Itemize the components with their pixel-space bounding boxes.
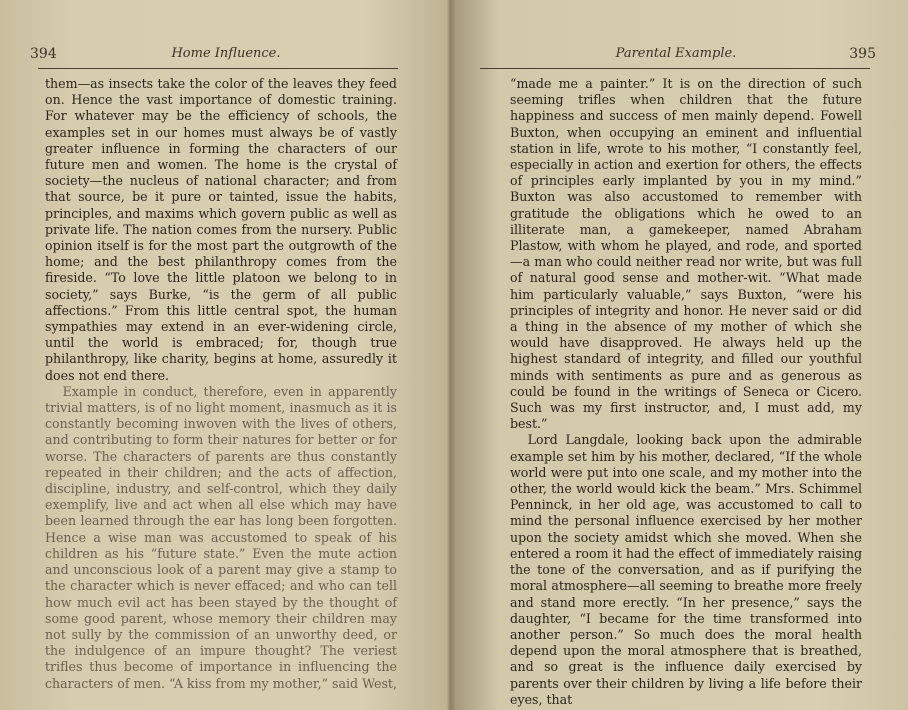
running-title: Home Influence. xyxy=(171,46,281,61)
header-rule xyxy=(480,68,870,69)
left-page xyxy=(0,0,446,710)
left-page-text xyxy=(45,76,397,692)
paragraph: “made me a painter.” It is on the direction of such seeming trifles when children that the future happiness and success of men mainly depend. Fowell Buxton, when occupying an eminent and influential station in life, wrote to his mother, “I constantly feel, especially in action and exertion for others, the effects of principles early implanted by you in my mind.” Buxton was also accustomed to remember with gratitude the obligations which he owed to an illiterate man, a gamekeeper, named Abraham Plastow, with whom he played, and rode, and sported—a man who could neither read nor write, but was full of natural good sense and mother-wit. “What made him particularly valuable,” says Buxton, “were his principles of integrity and honor. He never said or did a thing in the absence of my mother of which she would have disapproved. He always held up the highest standard of integrity, and filled our youthful minds with sentiments as pure and as generous as could be found in the writings of Seneca or Cicero. Such was my first instructor, and, I must add, my best.” xyxy=(510,76,862,432)
paragraph: Lord Langdale, looking back upon the admirable example set him by his mother, declared, “If the whole world were put into one scale, and my mother into the other, the world would kick the beam.” Mrs. Schimmel Penninck, in her old age, was accustomed to call to mind the personal influence exercised by her mother upon the society amidst which she moved. When she entered a room it had the effect of immediately raising the tone of the conversation, and as if purifying the moral atmosphere—all seeming to breathe more freely and stand more erectly. “In her presence,” says the daughter, “I became for the time transformed into another person.” So much does the moral health depend upon the moral atmosphere that is breathed, and so great is the influence daily exercised by parents over their children by living a life before their eyes, that xyxy=(510,432,862,707)
page-number: 395 xyxy=(849,46,876,62)
left-page-header xyxy=(30,46,422,68)
page-number: 394 xyxy=(30,46,57,62)
right-page-header xyxy=(476,46,876,68)
right-page-text xyxy=(510,76,862,708)
paragraph: Example in conduct, therefore, even in apparently trivial matters, is of no light moment, inasmuch as it is constantly becoming inwoven with the lives of others, and contributing to form their natures for better or for worse. The characters of parents are thus constantly repeated in their children; and the acts of affection, discipline, industry, and self-control, which they daily exemplify, live and act when all else which may have been learned through the ear has long been forgotten. Hence a wise man was accustomed to speak of his children as his “future state.” Even the mute action and unconscious look of a parent may give a stamp to the character which is never effaced; and who can tell how much evil act has been stayed by the thought of some good parent, whose memory their children may not sully by the commission of an unworthy deed, or the indulgence of an impure thought? The veriest trifles thus become of importance in influencing the characters of men. “A kiss from my mother,” said West, xyxy=(45,383,397,691)
running-title: Parental Example. xyxy=(615,46,737,61)
header-rule xyxy=(38,68,398,69)
paragraph: them—as insects take the color of the leaves they feed on. Hence the vast importance of domestic training. For whatever may be the efficiency of schools, the examples set in our homes must always be of vastly greater influence in forming the characters of our future men and women. The home is the crystal of society—the nucleus of national character; and from that source, be it pure or tainted, issue the habits, principles, and maxims which govern public as well as private life. The nation comes from the nursery. Public opinion itself is for the most part the outgrowth of the home; and the best philanthropy comes from the fireside. “To love the little platoon we belong to in society,” says Burke, “is the germ of all public affections.” From this little central spot, the human sympathies may extend in an ever-widening circle, until the world is embraced; for, though true philanthropy, like charity, begins at home, assuredly it does not end there. xyxy=(45,76,397,383)
right-page xyxy=(454,0,908,710)
